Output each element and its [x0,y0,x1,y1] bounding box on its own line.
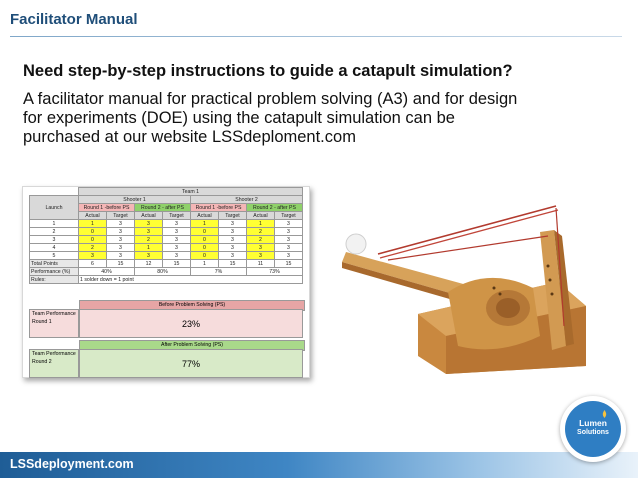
column-header: Actual [135,212,163,220]
shooter-header: Shooter 1 [79,196,191,204]
flame-icon [602,410,607,418]
round-header: Round 1 -before PS [191,204,247,212]
target-cell: 3 [219,244,247,252]
total-cell: 6 [79,260,107,268]
performance-cell: 80% [135,268,191,276]
column-header: Actual [191,212,219,220]
scoring-spreadsheet [22,186,310,378]
target-cell: 3 [275,252,303,260]
target-cell: 3 [275,244,303,252]
total-cell: 15 [219,260,247,268]
shooter-header: Shooter 2 [191,196,303,204]
actual-cell: 1 [191,220,219,228]
actual-cell: 0 [79,236,107,244]
performance-row [30,268,303,276]
actual-cell: 3 [135,220,163,228]
round-header: Round 2 - after PS [247,204,303,212]
actual-cell: 0 [191,244,219,252]
target-cell: 3 [219,228,247,236]
total-cell: 11 [247,260,275,268]
column-header: Target [107,212,135,220]
target-cell: 3 [275,236,303,244]
column-header: Actual [79,212,107,220]
after-ps-header: After Problem Solving (PS) [79,340,305,351]
target-cell: 3 [163,228,191,236]
launch-cell: 4 [30,244,79,252]
actual-cell: 0 [79,228,107,236]
performance-label: Performance (%) [30,268,79,276]
round-header: Round 1 -before PS [79,204,135,212]
column-header: Target [275,212,303,220]
launch-cell: 3 [30,236,79,244]
target-cell: 3 [107,252,135,260]
team-title: Team 1 [79,188,303,196]
before-ps-value: 23% [79,309,303,338]
performance-cell: 40% [79,268,135,276]
actual-cell: 2 [247,236,275,244]
total-label: Total Points [30,260,79,268]
total-cell: 12 [135,260,163,268]
table-row [30,228,303,236]
actual-cell: 0 [191,236,219,244]
total-cell: 15 [163,260,191,268]
total-cell: 1 [191,260,219,268]
score-table [29,187,303,284]
company-logo [560,396,626,462]
rules-label: Rules: [30,276,79,284]
performance-cell: 7% [191,268,247,276]
total-cell: 15 [107,260,135,268]
column-header: Target [163,212,191,220]
target-cell: 3 [163,244,191,252]
slide-title: Facilitator Manual [10,11,138,28]
actual-cell: 2 [247,228,275,236]
description: A facilitator manual for practical problem solving (A3) and for design for experiments (DOE) using the catapult simulation can be purchased at our website LSSdeploment.com [23,90,518,146]
column-header: Actual [247,212,275,220]
table-row [30,236,303,244]
totals-row [30,260,303,268]
table-row [30,244,303,252]
target-cell: 3 [219,220,247,228]
launch-header: Launch [30,196,79,220]
launch-cell: 1 [30,220,79,228]
footer-website[interactable]: LSSdeployment.com [10,457,134,471]
after-ps-label: Team Performance Round 2 [29,349,79,378]
table-row [30,252,303,260]
target-cell: 3 [163,220,191,228]
column-header: Target [219,212,247,220]
actual-cell: 3 [247,244,275,252]
title-divider [10,36,622,37]
actual-cell: 0 [191,228,219,236]
rules-row [30,276,303,284]
actual-cell: 0 [191,252,219,260]
table-row [30,220,303,228]
actual-cell: 2 [135,236,163,244]
target-cell: 3 [163,252,191,260]
target-cell: 3 [107,228,135,236]
actual-cell: 3 [135,252,163,260]
actual-cell: 2 [79,244,107,252]
target-cell: 3 [219,252,247,260]
actual-cell: 1 [135,244,163,252]
logo-text-line2: Solutions [577,429,609,436]
logo-badge [565,401,621,457]
target-cell: 3 [163,236,191,244]
total-cell: 15 [275,260,303,268]
target-cell: 3 [275,228,303,236]
target-cell: 3 [219,236,247,244]
target-cell: 3 [107,244,135,252]
rules-text: 1 solder down = 1 point [79,276,303,284]
target-cell: 3 [107,236,135,244]
actual-cell: 3 [135,228,163,236]
before-ps-header: Before Problem Solving (PS) [79,300,305,311]
catapult-photo [318,196,618,384]
actual-cell: 3 [247,252,275,260]
target-cell: 3 [275,220,303,228]
before-ps-label: Team Performance Round 1 [29,309,79,338]
logo-text-line1: Lumen [579,418,607,428]
performance-cell: 73% [247,268,303,276]
actual-cell: 3 [79,252,107,260]
headline: Need step-by-step instructions to guide a catapult simulation? [23,62,513,80]
footer-bar [0,452,638,478]
launch-cell: 2 [30,228,79,236]
round-header: Round 2 - after PS [135,204,191,212]
actual-cell: 1 [247,220,275,228]
after-ps-value: 77% [79,349,303,378]
target-cell: 3 [107,220,135,228]
actual-cell: 1 [79,220,107,228]
launch-cell: 5 [30,252,79,260]
